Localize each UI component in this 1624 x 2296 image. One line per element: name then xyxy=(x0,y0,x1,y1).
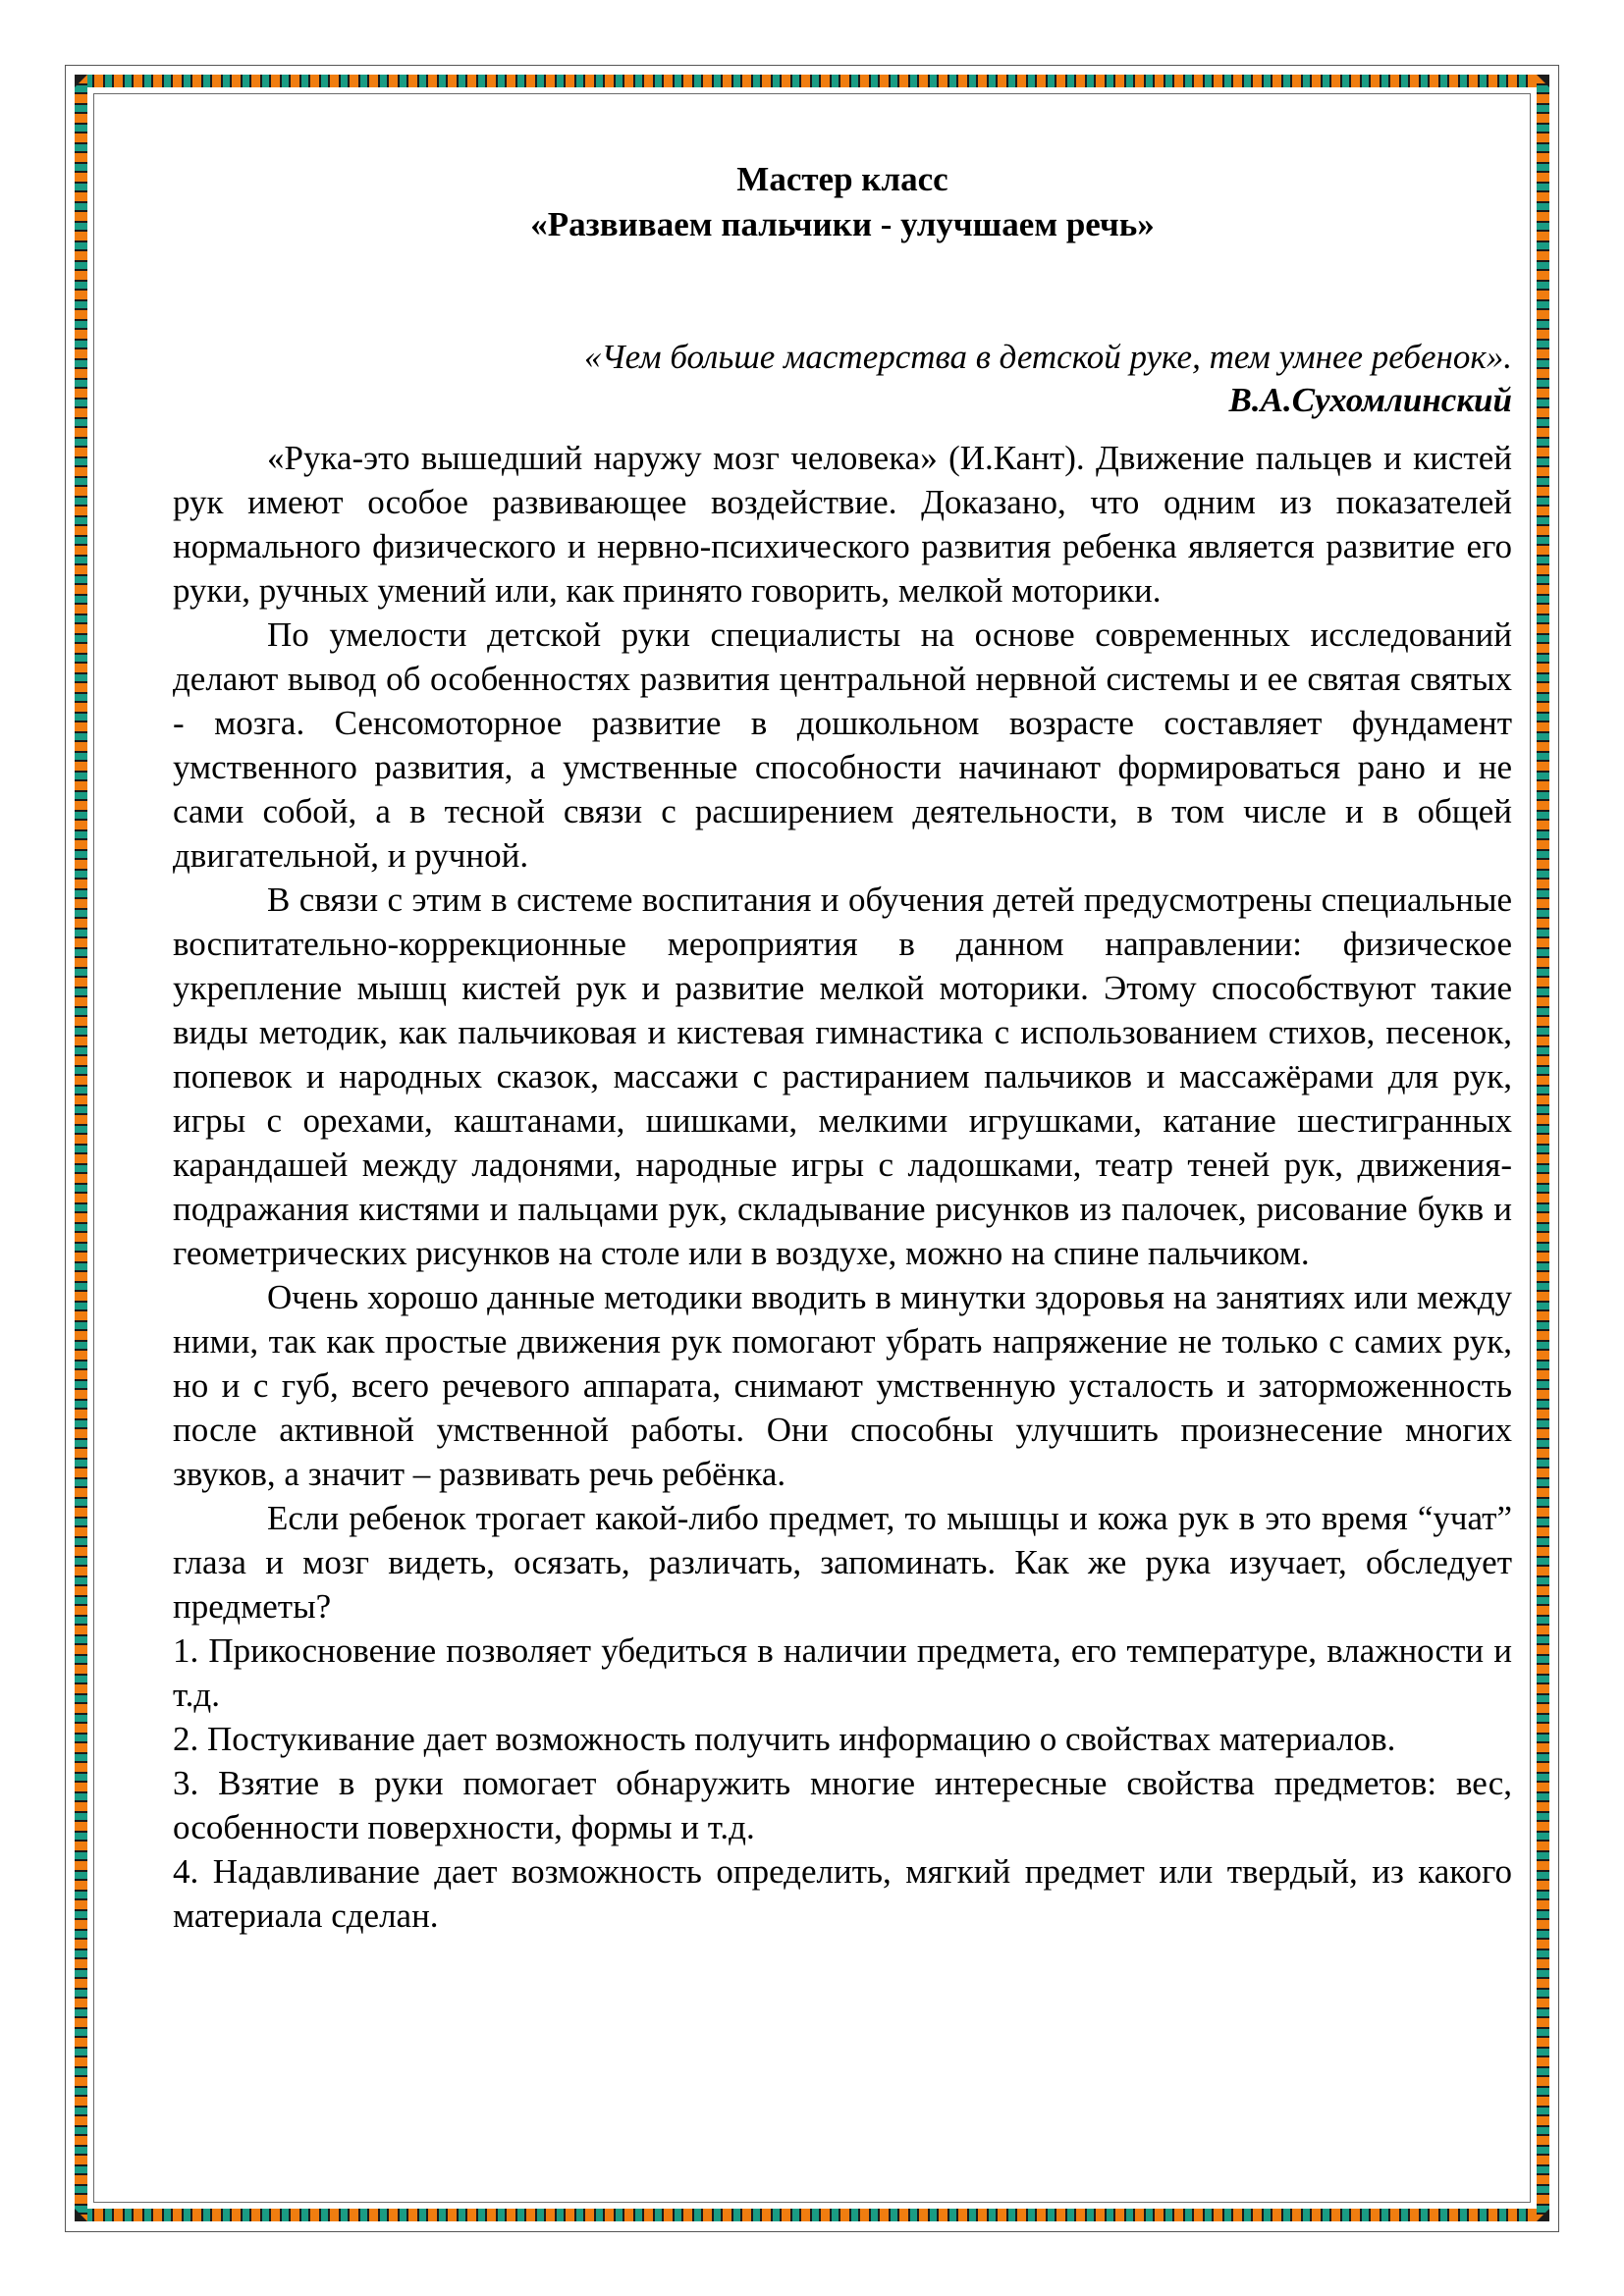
border-corner-top-right xyxy=(1537,75,1549,87)
list-item: 1. Прикосновение позволяет убедиться в наличии предмета, его температуре, влажности и т.д. xyxy=(173,1631,1512,1714)
list-item: 2. Постукивание дает возможность получить информацию о свойствах материалов. xyxy=(173,1720,1396,1758)
paragraph: В связи с этим в системе воспитания и обучения детей предусмотрены специальные воспитательно-коррекционные мероприятия в данном направлении: физическое укрепление мышц кистей рук и развитие мелкой моторики. Этому способствуют такие виды методик, как пальчиковая и кистевая гимнастика с использованием стихов, песенок, попевок и народных сказок, массажи с растиранием пальчиков и массажёрами для рук, игры с орехами, каштанами, шишками, мелкими игрушками, катание шестигранных карандашей между ладонями, народные игры с ладошками, театр теней рук, движения-подражания кистями и пальцами рук, складывание рисунков из палочек, рисование букв и геометрических рисунков на столе или в воздухе, можно на спине пальчиком. xyxy=(173,881,1512,1272)
border-corner-bottom-left xyxy=(75,2209,87,2221)
paragraph: Очень хорошо данные методики вводить в минутки здоровья на занятиях или между ними, так как простые движения рук помогают убрать напряжение не только с самих рук, но и с губ, всего речевого аппарата, снимают умственную усталость и заторможенность после активной умственной работы. Они способны улучшить произнесение многих звуков, а значит – развивать речь ребёнка. xyxy=(173,1278,1512,1493)
epigraph-author: В.А.Сухомлинский xyxy=(1228,381,1512,419)
decorative-border-top xyxy=(75,75,1549,87)
title-line-1: Мастер класс xyxy=(736,160,948,198)
decorative-border-left xyxy=(75,75,87,2221)
title-line-2: «Развиваем пальчики - улучшаем речь» xyxy=(530,205,1155,243)
decorative-border-bottom xyxy=(75,2209,1549,2221)
decorative-border-right xyxy=(1537,75,1549,2221)
document-title xyxy=(173,157,1512,247)
list-item: 4. Надавливание дает возможность определить, мягкий предмет или твердый, из какого материала сделан. xyxy=(173,1852,1512,1935)
paragraph: «Рука-это вышедший наружу мозг человека» (И.Кант). Движение пальцев и кистей рук имеют особое развивающее воздействие. Доказано, что одним из показателей нормального физического и нервно-психического развития ребенка является развитие его руки, ручных умений или, как принято говорить, мелкой моторики. xyxy=(173,439,1512,610)
border-corner-bottom-right xyxy=(1537,2209,1549,2221)
epigraph xyxy=(173,336,1512,422)
paragraph: По умелости детской руки специалисты на основе современных исследований делают вывод об особенностях развития центральной нервной системы и ее святая святых - мозга. Сенсомоторное развитие в дошкольном возрасте составляет фундамент умственного развития, а умственные способности начинают формироваться рано и не сами собой, а в тесной связи с расширением деятельности, в том числе и в общей двигательной, и ручной. xyxy=(173,615,1512,875)
epigraph-quote: «Чем больше мастерства в детской руке, тем умнее ребенок». xyxy=(584,338,1512,376)
list-item: 3. Взятие в руки помогает обнаружить многие интересные свойства предметов: вес, особенности поверхности, формы и т.д. xyxy=(173,1764,1512,1846)
border-corner-top-left xyxy=(75,75,87,87)
document-content xyxy=(173,157,1512,1938)
paragraph: Если ребенок трогает какой-либо предмет, то мышцы и кожа рук в это время “учат” глаза и мозг видеть, осязать, различать, запоминать. Как же рука изучает, обследует предметы? xyxy=(173,1499,1512,1626)
body-text xyxy=(173,436,1512,1938)
